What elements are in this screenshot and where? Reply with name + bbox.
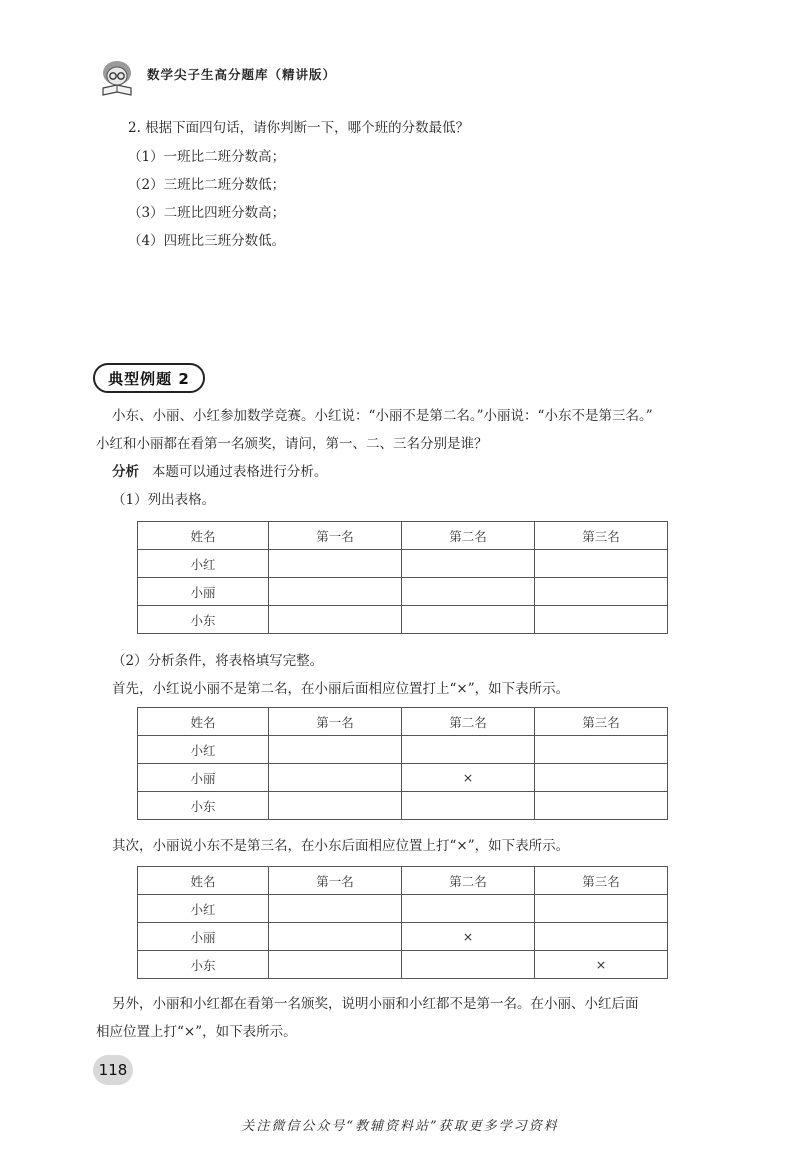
table-cell: 小红 bbox=[138, 550, 269, 578]
table-cell bbox=[269, 895, 402, 923]
table-header-cell: 第二名 bbox=[402, 522, 535, 550]
table-header-cell: 第二名 bbox=[402, 708, 535, 736]
problem-text-line1: 小东、小丽、小红参加数学竞赛。小红说：“小丽不是第二名。”小丽说：“小东不是第三名。” bbox=[112, 408, 653, 424]
table-cell bbox=[269, 736, 402, 764]
table-header-row bbox=[138, 708, 668, 736]
table-row bbox=[138, 792, 668, 820]
table-cell bbox=[269, 606, 402, 634]
table-header-row bbox=[138, 867, 668, 895]
table-cell bbox=[269, 951, 402, 979]
step2-second-text: 其次，小丽说小东不是第三名，在小东后面相应位置上打“×”，如下表所示。 bbox=[112, 838, 570, 854]
analysis-label: 分析 bbox=[112, 464, 139, 480]
table-row bbox=[138, 736, 668, 764]
step1-text: （1）列出表格。 bbox=[112, 492, 216, 508]
table-cell bbox=[269, 923, 402, 951]
table-header-cell: 第二名 bbox=[402, 867, 535, 895]
table-cell bbox=[535, 736, 668, 764]
step2-text: （2）分析条件，将表格填写完整。 bbox=[112, 653, 324, 669]
table-cell: 小东 bbox=[138, 792, 269, 820]
table-cell bbox=[535, 764, 668, 792]
question-item: （3）二班比四班分数高； bbox=[128, 205, 286, 221]
table-row bbox=[138, 578, 668, 606]
book-title: 数学尖子生高分题库（精讲版） bbox=[147, 67, 337, 82]
table-cell bbox=[402, 736, 535, 764]
table-row bbox=[138, 923, 668, 951]
table-row bbox=[138, 895, 668, 923]
step2-third-text-line2: 相应位置上打“×”，如下表所示。 bbox=[96, 1024, 297, 1040]
table-cell bbox=[269, 764, 402, 792]
table-cell: 小东 bbox=[138, 951, 269, 979]
table-cell bbox=[402, 578, 535, 606]
table-cell bbox=[535, 895, 668, 923]
table-cell: 小红 bbox=[138, 895, 269, 923]
table-header-cell: 姓名 bbox=[138, 867, 269, 895]
table-cell bbox=[269, 578, 402, 606]
table-cell bbox=[535, 578, 668, 606]
question-item: （1）一班比二班分数高； bbox=[128, 149, 286, 165]
analysis-line bbox=[112, 460, 327, 480]
question-item: （2）三班比二班分数低； bbox=[128, 177, 286, 193]
table-cell: 小丽 bbox=[138, 923, 269, 951]
step2-third-text-line1: 另外，小丽和小红都在看第一名颁奖，说明小丽和小红都不是第一名。在小丽、小红后面 bbox=[112, 996, 639, 1012]
analysis-text: 本题可以通过表格进行分析。 bbox=[151, 464, 328, 480]
table-header-cell: 第一名 bbox=[269, 867, 402, 895]
step2-first-text: 首先，小红说小丽不是第二名，在小丽后面相应位置打上“×”，如下表所示。 bbox=[112, 681, 570, 697]
table-cell bbox=[269, 792, 402, 820]
page-number: 118 bbox=[93, 1055, 133, 1085]
table-header-cell: 第三名 bbox=[535, 708, 668, 736]
ranking-table-3 bbox=[137, 866, 668, 979]
table-cell: 小东 bbox=[138, 606, 269, 634]
table-header-cell: 第三名 bbox=[535, 522, 668, 550]
table-cell bbox=[535, 606, 668, 634]
question-item: （4）四班比三班分数低。 bbox=[128, 233, 286, 249]
cross-mark: × bbox=[402, 923, 535, 951]
ranking-table-1 bbox=[137, 521, 668, 634]
table-cell bbox=[402, 550, 535, 578]
problem-text-line2: 小红和小丽都在看第一名颁奖，请问，第一、二、三名分别是谁？ bbox=[96, 436, 488, 452]
table-cell bbox=[269, 550, 402, 578]
student-reading-logo-icon bbox=[95, 55, 139, 99]
table-cell bbox=[535, 923, 668, 951]
question-stem: 2. 根据下面四句话，请你判断一下，哪个班的分数最低？ bbox=[128, 120, 470, 136]
table-cell bbox=[402, 895, 535, 923]
ranking-table-2 bbox=[137, 707, 668, 820]
example-badge: 典型例题 2 bbox=[93, 363, 205, 393]
table-cell bbox=[402, 792, 535, 820]
table-cell: 小红 bbox=[138, 736, 269, 764]
table-cell bbox=[535, 550, 668, 578]
table-header-cell: 第一名 bbox=[269, 522, 402, 550]
table-cell: 小丽 bbox=[138, 764, 269, 792]
table-cell bbox=[402, 951, 535, 979]
cross-mark: × bbox=[535, 951, 668, 979]
table-header-row bbox=[138, 522, 668, 550]
table-row bbox=[138, 550, 668, 578]
footer-promo-text: 关注微信公众号“教辅资料站”获取更多学习资料 bbox=[241, 1119, 559, 1134]
table-cell bbox=[402, 606, 535, 634]
cross-mark: × bbox=[402, 764, 535, 792]
table-cell bbox=[535, 792, 668, 820]
table-header-cell: 姓名 bbox=[138, 522, 269, 550]
table-row bbox=[138, 606, 668, 634]
table-row bbox=[138, 764, 668, 792]
table-header-cell: 第一名 bbox=[269, 708, 402, 736]
table-header-cell: 姓名 bbox=[138, 708, 269, 736]
table-row bbox=[138, 951, 668, 979]
table-header-cell: 第三名 bbox=[535, 867, 668, 895]
table-cell: 小丽 bbox=[138, 578, 269, 606]
